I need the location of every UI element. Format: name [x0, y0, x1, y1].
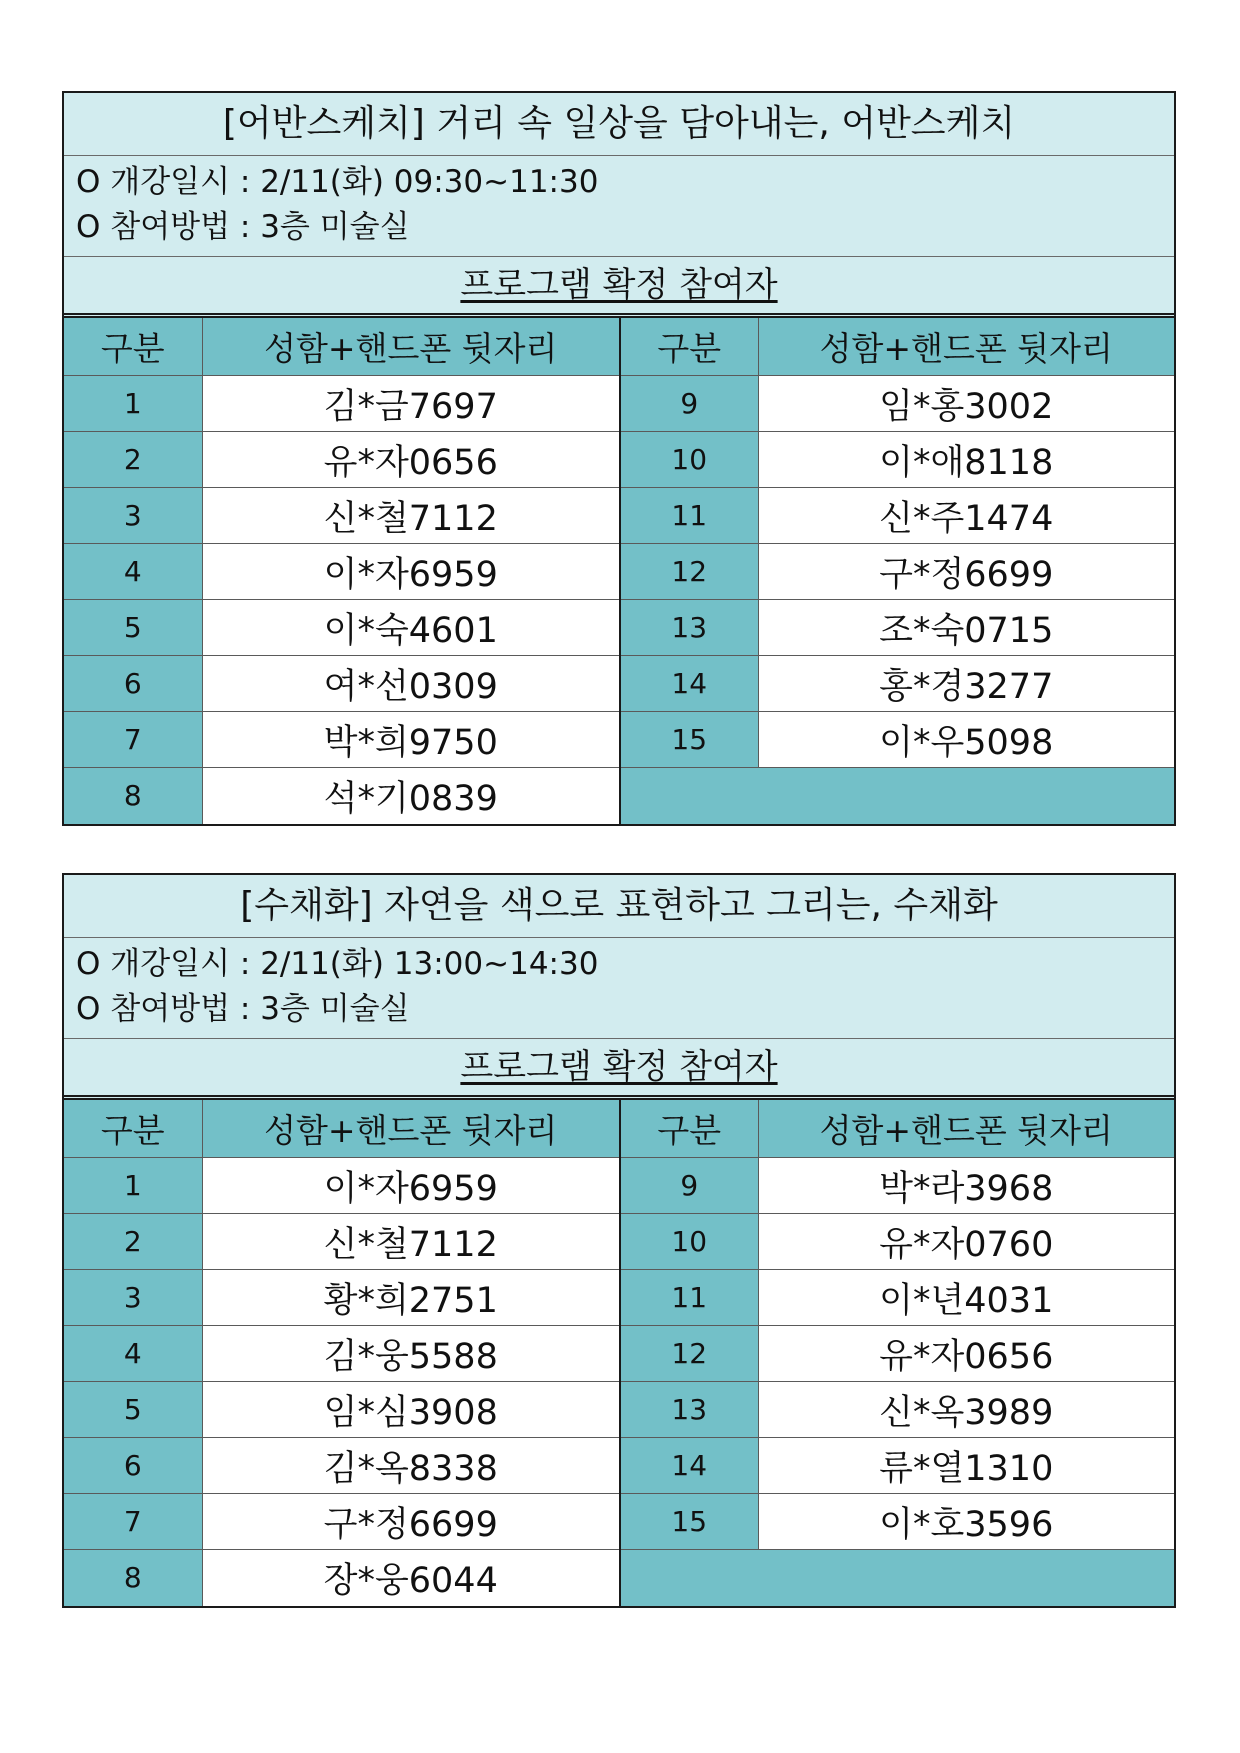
table-row — [64, 1214, 1174, 1270]
program-title: [수채화] 자연을 색으로 표현하고 그리는, 수채화 — [64, 875, 1174, 938]
table-row — [64, 1326, 1174, 1382]
participant-name: 신*철7112 — [202, 488, 620, 544]
table-row — [64, 1438, 1174, 1494]
participant-name: 황*희2751 — [202, 1270, 620, 1326]
row-number: 6 — [64, 1438, 202, 1494]
participant-name: 장*웅6044 — [202, 1550, 620, 1606]
row-number: 15 — [620, 712, 758, 768]
participant-name: 이*애8118 — [758, 432, 1174, 488]
participant-name: 류*열1310 — [758, 1438, 1174, 1494]
participant-name: 이*숙4601 — [202, 600, 620, 656]
table-row — [64, 712, 1174, 768]
participant-name: 구*정6699 — [202, 1494, 620, 1550]
table-row — [64, 1382, 1174, 1438]
confirmed-participants-heading — [64, 257, 1174, 318]
participant-name: 홍*경3277 — [758, 656, 1174, 712]
table-row — [64, 1550, 1174, 1606]
participant-name: 이*우5098 — [758, 712, 1174, 768]
confirmed-label: 프로그램 확정 참여자 — [460, 265, 778, 305]
participant-name: 이*자6959 — [202, 544, 620, 600]
table-row — [64, 544, 1174, 600]
table-row — [64, 600, 1174, 656]
column-header-no: 구분 — [620, 318, 758, 376]
participant-name: 임*홍3002 — [758, 376, 1174, 432]
row-number: 1 — [64, 1158, 202, 1214]
empty-cell — [620, 1550, 1174, 1606]
participant-name: 이*년4031 — [758, 1270, 1174, 1326]
participant-name: 조*숙0715 — [758, 600, 1174, 656]
participant-name: 유*자0656 — [758, 1326, 1174, 1382]
row-number: 10 — [620, 432, 758, 488]
row-number: 14 — [620, 656, 758, 712]
participant-name: 구*정6699 — [758, 544, 1174, 600]
participant-name: 이*자6959 — [202, 1158, 620, 1214]
program-info — [64, 156, 1174, 257]
row-number: 13 — [620, 1382, 758, 1438]
column-header-name: 성함+핸드폰 뒷자리 — [202, 1100, 620, 1158]
participant-name: 신*옥3989 — [758, 1382, 1174, 1438]
row-number: 10 — [620, 1214, 758, 1270]
program-watercolor — [62, 873, 1176, 1608]
row-number: 4 — [64, 1326, 202, 1382]
column-header-no: 구분 — [64, 1100, 202, 1158]
row-number: 13 — [620, 600, 758, 656]
method-line: O 참여방법 : 3층 미술실 — [76, 209, 410, 245]
program-title: [어반스케치] 거리 속 일상을 담아내는, 어반스케치 — [64, 93, 1174, 156]
participant-name: 박*희9750 — [202, 712, 620, 768]
row-number: 1 — [64, 376, 202, 432]
table-row — [64, 768, 1174, 824]
row-number: 2 — [64, 432, 202, 488]
participants-table — [64, 318, 1174, 824]
table-row — [64, 488, 1174, 544]
empty-cell — [620, 768, 1174, 824]
row-number: 5 — [64, 600, 202, 656]
row-number: 15 — [620, 1494, 758, 1550]
participant-name: 여*선0309 — [202, 656, 620, 712]
row-number: 14 — [620, 1438, 758, 1494]
row-number: 11 — [620, 488, 758, 544]
participant-name: 임*심3908 — [202, 1382, 620, 1438]
participant-name: 신*주1474 — [758, 488, 1174, 544]
row-number: 12 — [620, 1326, 758, 1382]
participant-name: 유*자0656 — [202, 432, 620, 488]
row-number: 12 — [620, 544, 758, 600]
table-row — [64, 376, 1174, 432]
column-header-name: 성함+핸드폰 뒷자리 — [758, 318, 1174, 376]
table-row — [64, 1494, 1174, 1550]
schedule-line: O 개강일시 : 2/11(화) 13:00~14:30 — [76, 946, 599, 982]
row-number: 7 — [64, 1494, 202, 1550]
row-number: 6 — [64, 656, 202, 712]
confirmed-participants-heading — [64, 1039, 1174, 1100]
table-header-row — [64, 1100, 1174, 1158]
participant-name: 박*라3968 — [758, 1158, 1174, 1214]
row-number: 9 — [620, 1158, 758, 1214]
column-header-name: 성함+핸드폰 뒷자리 — [758, 1100, 1174, 1158]
column-header-no: 구분 — [64, 318, 202, 376]
participant-name: 이*호3596 — [758, 1494, 1174, 1550]
participant-name: 유*자0760 — [758, 1214, 1174, 1270]
participant-name: 김*웅5588 — [202, 1326, 620, 1382]
row-number: 3 — [64, 488, 202, 544]
row-number: 9 — [620, 376, 758, 432]
table-row — [64, 656, 1174, 712]
table-row — [64, 1270, 1174, 1326]
program-info — [64, 938, 1174, 1039]
column-header-name: 성함+핸드폰 뒷자리 — [202, 318, 620, 376]
row-number: 3 — [64, 1270, 202, 1326]
row-number: 7 — [64, 712, 202, 768]
table-header-row — [64, 318, 1174, 376]
table-row — [64, 1158, 1174, 1214]
row-number: 11 — [620, 1270, 758, 1326]
row-number: 2 — [64, 1214, 202, 1270]
confirmed-label: 프로그램 확정 참여자 — [460, 1047, 778, 1087]
participant-name: 석*기0839 — [202, 768, 620, 824]
row-number: 4 — [64, 544, 202, 600]
row-number: 8 — [64, 1550, 202, 1606]
table-row — [64, 432, 1174, 488]
row-number: 8 — [64, 768, 202, 824]
schedule-line: O 개강일시 : 2/11(화) 09:30~11:30 — [76, 164, 599, 200]
row-number: 5 — [64, 1382, 202, 1438]
column-header-no: 구분 — [620, 1100, 758, 1158]
participant-name: 신*철7112 — [202, 1214, 620, 1270]
participant-name: 김*금7697 — [202, 376, 620, 432]
method-line: O 참여방법 : 3층 미술실 — [76, 991, 410, 1027]
participant-name: 김*옥8338 — [202, 1438, 620, 1494]
program-urban-sketch — [62, 91, 1176, 826]
participants-table — [64, 1100, 1174, 1606]
